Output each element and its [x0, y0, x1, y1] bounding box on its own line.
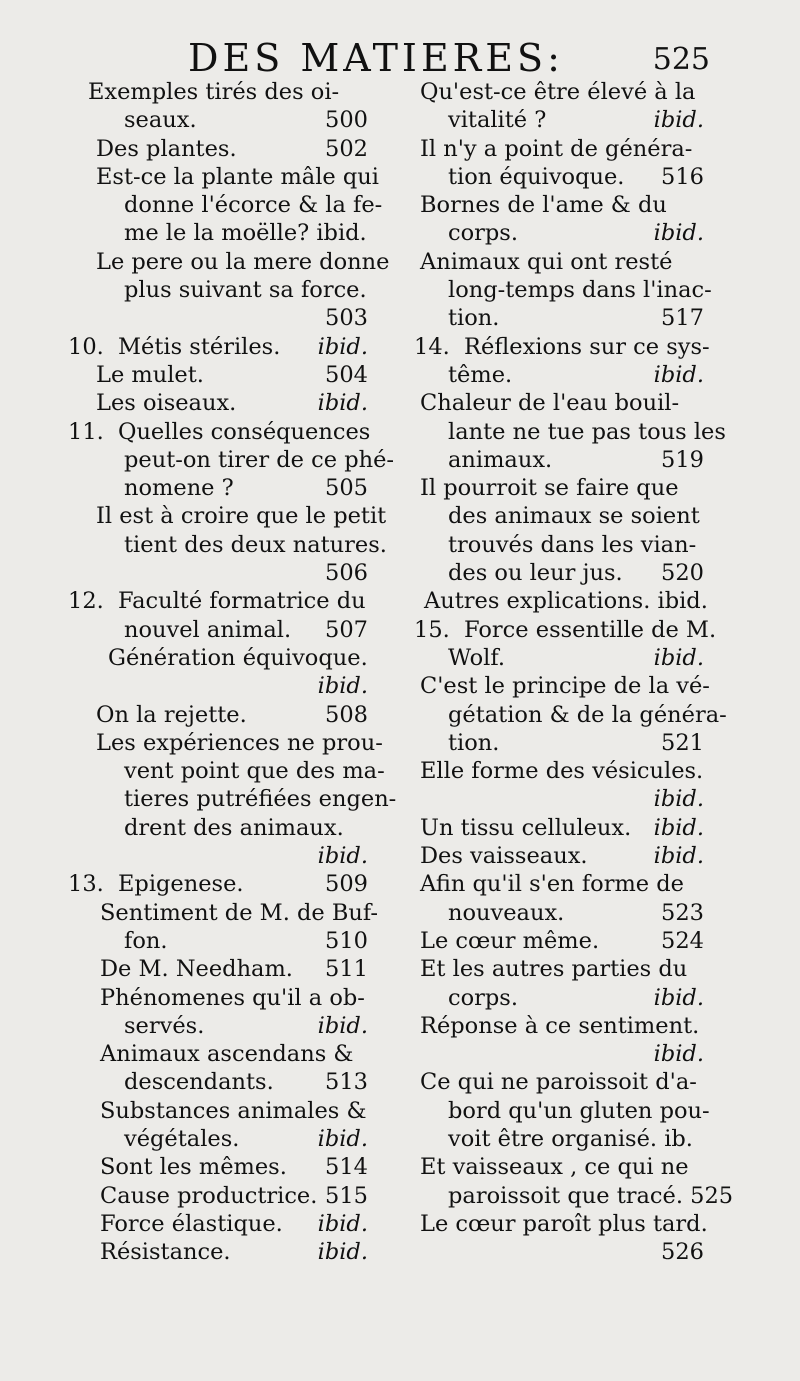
page-reference: 507: [325, 616, 368, 643]
index-entry-line: [414, 1210, 708, 1238]
index-entry-line: [414, 927, 704, 955]
entry-text: Phénomenes qu'il a ob-: [100, 984, 365, 1011]
entry-text: nouvel animal.: [124, 616, 292, 643]
page-reference: ibid.: [317, 1239, 368, 1266]
entry-text: vent point que des ma-: [124, 758, 385, 785]
page-reference: 509: [325, 871, 368, 898]
page-reference: ibid.: [653, 814, 704, 841]
index-entry-line: [414, 672, 710, 700]
entry-text: Et vaisseaux , ce qui ne: [420, 1154, 689, 1181]
index-entry-line: [414, 446, 704, 474]
index-entry-line: [414, 1040, 704, 1068]
index-entry-line: [414, 1153, 704, 1181]
entry-text: Cause productrice.: [100, 1182, 318, 1209]
entry-text: tient des deux natures.: [124, 531, 387, 558]
index-entry-line: [414, 1182, 734, 1210]
entry-text: nouveaux.: [448, 899, 565, 926]
index-entry-line: [68, 559, 368, 587]
entry-text: trouvés dans les vian-: [448, 531, 697, 558]
index-entry-line: [68, 870, 368, 898]
index-entry-line: [68, 785, 397, 813]
index-entry-line: [414, 1012, 704, 1040]
section-number: 15.: [414, 616, 450, 643]
page-reference: ibid.: [653, 843, 704, 870]
entry-text: Quelles conséquences: [118, 418, 371, 445]
page-reference: 524: [661, 927, 704, 954]
entry-text: Métis stériles.: [118, 333, 281, 360]
index-entry-line: [68, 276, 368, 304]
entry-text: Il est à croire que le petit: [96, 503, 387, 530]
page-reference: 503: [325, 305, 368, 332]
index-entry-line: [68, 701, 368, 729]
entry-text: Qu'est-ce être élevé à la: [420, 79, 696, 105]
index-entry-line: [68, 333, 368, 361]
entry-text: tieres putréfiées engen-: [124, 786, 397, 813]
entry-text: seaux.: [124, 107, 197, 134]
section-number: 13.: [68, 871, 104, 898]
page-reference: 500: [325, 107, 368, 134]
index-entry-line: [414, 1238, 704, 1266]
page-reference: ibid.: [317, 1210, 368, 1237]
index-entry-line: [68, 672, 368, 700]
entry-text: tion.: [448, 729, 500, 756]
entry-text: Des plantes.: [96, 135, 237, 162]
index-entry-line: [68, 1182, 368, 1210]
entry-text: long-temps dans l'inac-: [448, 277, 712, 304]
index-entry-line: [414, 78, 704, 106]
page-reference: 523: [661, 899, 704, 926]
index-entry-line: [414, 644, 704, 672]
entry-text: lante ne tue pas tous les: [448, 418, 726, 445]
entry-text: tême.: [448, 361, 513, 388]
page-reference: 520: [661, 560, 704, 587]
entry-text: Il n'y a point de généra-: [420, 135, 693, 162]
page-reference: ibid.: [653, 1041, 704, 1068]
entry-text: gétation & de la généra-: [448, 701, 727, 728]
page-reference: ibid.: [653, 786, 704, 813]
index-entry-line: [68, 644, 368, 672]
index-entry-line: [68, 219, 368, 247]
page-reference: ibid.: [317, 333, 368, 360]
page-reference: 502: [325, 135, 368, 162]
entry-text: servés.: [124, 1012, 205, 1039]
entry-text: Ce qui ne paroissoit d'a-: [420, 1069, 697, 1096]
entry-text: Autres explications. ibid.: [424, 588, 708, 615]
entry-text: bord qu'un gluten pou-: [448, 1097, 710, 1124]
index-entry-line: [414, 559, 704, 587]
page-reference: 521: [661, 729, 704, 756]
entry-text: drent des animaux.: [124, 814, 344, 841]
index-entry-line: [68, 1210, 368, 1238]
page-reference: 517: [661, 305, 704, 332]
page-reference: ibid.: [317, 390, 368, 417]
page-reference: ibid.: [317, 843, 368, 870]
page-reference: 515: [325, 1182, 368, 1209]
page-reference: ibid.: [653, 107, 704, 134]
index-entry-line: [414, 616, 717, 644]
index-entry-line: [68, 531, 387, 559]
index-entry-line: [68, 955, 368, 983]
index-entry-line: [414, 304, 704, 332]
index-entry-line: [414, 587, 708, 615]
entry-text: Sentiment de M. de Buf-: [100, 899, 379, 926]
page-reference: ibid.: [653, 984, 704, 1011]
index-entry-line: [68, 361, 368, 389]
index-entry-line: [68, 163, 379, 191]
entry-text: tion.: [448, 305, 500, 332]
index-entry-line: [68, 78, 368, 106]
index-entry-line: [414, 1097, 710, 1125]
entry-text: Exemples tirés des oi-: [88, 79, 340, 105]
entry-text: tion équivoque.: [448, 163, 625, 190]
index-entry-line: [414, 418, 726, 446]
index-entry-line: [68, 304, 368, 332]
entry-text: Génération équivoque.: [108, 644, 368, 671]
entry-text: C'est le principe de la vé-: [420, 673, 710, 700]
index-entry-line: [68, 757, 385, 785]
entry-text: corps.: [448, 984, 519, 1011]
entry-text: descendants.: [124, 1069, 274, 1096]
page-reference: ibid.: [653, 644, 704, 671]
entry-text: Réflexions sur ce sys-: [464, 333, 710, 360]
section-number: 12.: [68, 588, 104, 615]
index-entry-line: [414, 106, 704, 134]
page-reference: 513: [325, 1069, 368, 1096]
page-reference: 514: [325, 1154, 368, 1181]
entry-text: Chaleur de l'eau bouil-: [420, 390, 680, 417]
index-entry-line: [68, 842, 368, 870]
index-entry-line: [414, 785, 704, 813]
index-entry-line: [414, 870, 704, 898]
index-entry-line: [414, 135, 704, 163]
entry-text: Il pourroit se faire que: [420, 475, 679, 502]
page-reference: 519: [661, 446, 704, 473]
index-entry-line: [68, 1125, 368, 1153]
entry-text: Le cœur paroît plus tard.: [420, 1210, 708, 1237]
entry-text: animaux.: [448, 446, 553, 473]
section-number: 11.: [68, 418, 104, 445]
index-entry-line: [68, 502, 387, 530]
entry-text: Epigenese.: [118, 871, 244, 898]
index-entry-line: [414, 389, 704, 417]
entry-text: Afin qu'il s'en forme de: [420, 871, 684, 898]
entry-text: me le la moëlle? ibid.: [124, 220, 367, 247]
entry-text: donne l'écorce & la fe-: [124, 192, 383, 219]
entry-text: Les expériences ne prou-: [96, 729, 383, 756]
index-entry-line: [414, 984, 704, 1012]
entry-text: Sont les mêmes.: [100, 1154, 287, 1181]
index-entry-line: [68, 616, 368, 644]
entry-text: plus suivant sa force.: [124, 277, 367, 304]
page-reference: 526: [661, 1239, 704, 1266]
entry-text: Bornes de l'ame & du: [420, 192, 667, 219]
index-entry-line: [414, 729, 704, 757]
entry-text: fon.: [124, 927, 168, 954]
entry-text: paroissoit que tracé. 525: [448, 1182, 734, 1209]
entry-text: De M. Needham.: [100, 956, 293, 983]
index-entry-line: [68, 248, 390, 276]
index-entry-line: [414, 757, 704, 785]
index-entry-line: [68, 814, 368, 842]
entry-text: des animaux se soient: [448, 503, 700, 530]
index-column-left: [68, 78, 397, 1266]
index-entry-line: [414, 361, 704, 389]
index-entry-line: [414, 1068, 704, 1096]
index-entry-line: [68, 474, 368, 502]
index-entry-line: [414, 899, 704, 927]
entry-text: Animaux ascendans &: [100, 1041, 354, 1068]
entry-text: végétales.: [124, 1125, 240, 1152]
entry-text: On la rejette.: [96, 701, 247, 728]
entry-text: Animaux qui ont resté: [420, 248, 673, 275]
page-reference: 506: [325, 560, 368, 587]
index-entry-line: [414, 333, 710, 361]
index-entry-line: [68, 106, 368, 134]
entry-text: corps.: [448, 220, 519, 247]
entry-text: Le pere ou la mere donne: [96, 248, 390, 275]
index-entry-line: [414, 474, 704, 502]
entry-text: Elle forme des vésicules.: [420, 758, 704, 785]
entry-text: vitalité ?: [448, 107, 547, 134]
entry-text: voit être organisé. ib.: [448, 1125, 693, 1152]
index-entry-line: [68, 135, 368, 163]
index-entry-line: [68, 587, 368, 615]
index-entry-line: [414, 219, 704, 247]
entry-text: Force élastique.: [100, 1210, 283, 1237]
entry-text: Substances animales &: [100, 1097, 367, 1124]
index-entry-line: [68, 389, 368, 417]
section-number: 10.: [68, 333, 104, 360]
index-entry-line: [414, 502, 704, 530]
entry-text: Le mulet.: [96, 361, 204, 388]
index-entry-line: [68, 1097, 368, 1125]
page-reference: 505: [325, 475, 368, 502]
entry-text: Un tissu celluleux.: [420, 814, 632, 841]
page-reference: ibid.: [317, 1012, 368, 1039]
index-entry-line: [414, 531, 704, 559]
index-entry-line: [68, 1238, 368, 1266]
index-entry-line: [68, 191, 383, 219]
page-reference: 510: [325, 927, 368, 954]
index-entry-line: [414, 191, 704, 219]
index-entry-line: [414, 701, 727, 729]
entry-text: Les oiseaux.: [96, 390, 237, 417]
index-entry-line: [414, 814, 704, 842]
index-entry-line: [68, 984, 368, 1012]
entry-text: Le cœur même.: [420, 927, 600, 954]
index-entry-line: [414, 1125, 704, 1153]
page-reference: 511: [325, 956, 368, 983]
page-reference: ibid.: [317, 673, 368, 700]
page-reference: 504: [325, 361, 368, 388]
running-title: DES MATIERES:: [188, 36, 564, 80]
entry-text: Des vaisseaux.: [420, 843, 588, 870]
entry-text: peut-on tirer de ce phé-: [124, 446, 395, 473]
index-entry-line: [68, 1040, 368, 1068]
entry-text: Wolf.: [448, 644, 506, 671]
index-entry-line: [68, 1068, 368, 1096]
index-entry-line: [414, 955, 704, 983]
index-entry-line: [68, 899, 379, 927]
index-entry-line: [68, 1153, 368, 1181]
index-entry-line: [414, 842, 704, 870]
entry-text: Réponse à ce sentiment.: [420, 1012, 700, 1039]
entry-text: Résistance.: [100, 1239, 231, 1266]
page-reference: ibid.: [653, 361, 704, 388]
index-entry-line: [68, 927, 368, 955]
page-reference: 508: [325, 701, 368, 728]
page-reference: ibid.: [317, 1125, 368, 1152]
index-entry-line: [68, 1012, 368, 1040]
entry-text: nomene ?: [124, 475, 234, 502]
entry-text: Force essentille de M.: [464, 616, 717, 643]
section-number: 14.: [414, 333, 450, 360]
index-column-right: [414, 78, 734, 1266]
index-entry-line: [414, 248, 704, 276]
page-reference: ibid.: [653, 220, 704, 247]
entry-text: Et les autres parties du: [420, 956, 688, 983]
page-reference: 516: [661, 163, 704, 190]
entry-text: des ou leur jus.: [448, 560, 623, 587]
index-entry-line: [68, 418, 371, 446]
page-number: 525: [652, 42, 710, 77]
entry-text: Est-ce la plante mâle qui: [96, 163, 379, 190]
index-entry-line: [414, 163, 704, 191]
entry-text: Faculté formatrice du: [118, 588, 366, 615]
index-entry-line: [414, 276, 712, 304]
index-entry-line: [68, 729, 383, 757]
index-entry-line: [68, 446, 395, 474]
